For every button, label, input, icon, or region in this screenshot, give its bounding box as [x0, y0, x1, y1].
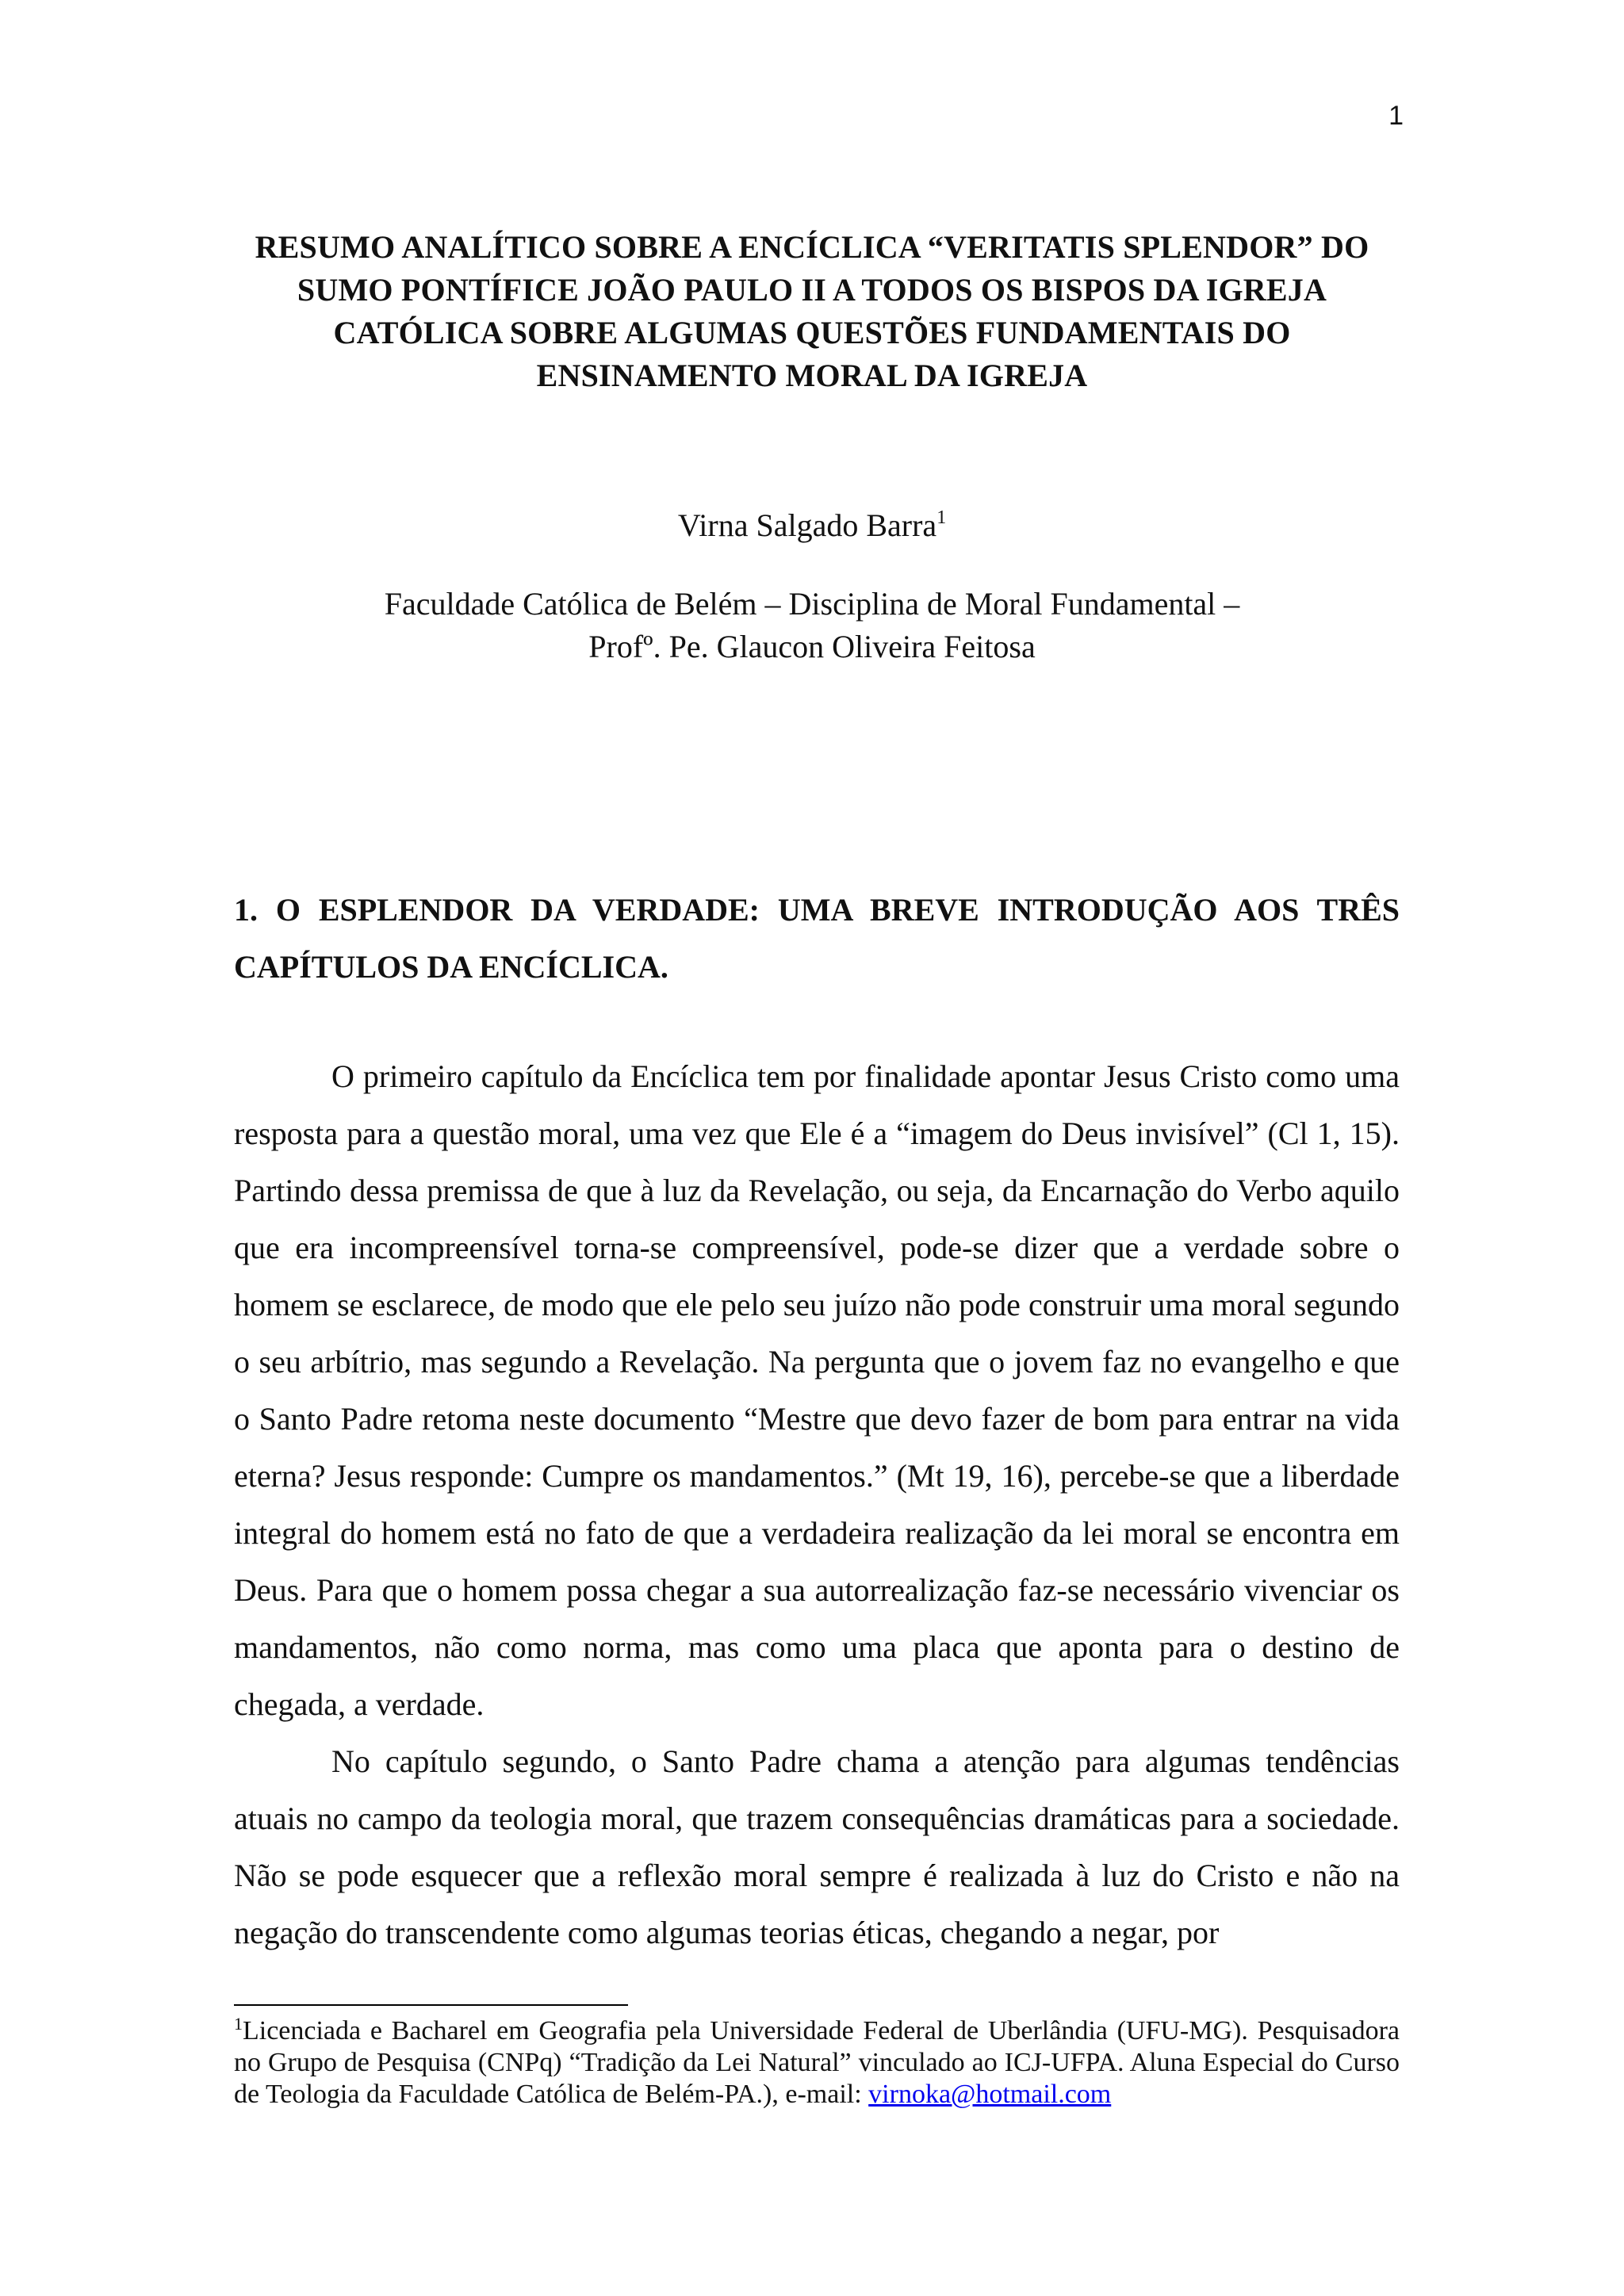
document-title [190, 226, 1434, 397]
footnote-marker: 1 [234, 2014, 243, 2034]
title-line: SUMO PONTÍFICE JOÃO PAULO II A TODOS OS BISPOS DA IGREJA [297, 272, 1327, 308]
paragraph-2: No capítulo segundo, o Santo Padre chama a atenção para algumas tendências atuais no campo da teologia moral, que trazem consequências dramáticas para a sociedade. Não se pode esquecer que a reflexão moral sempre é realizada à luz do Cristo e não na negação do transcendente como algumas teorias éticas, chegando a negar, por [234, 1743, 1400, 1950]
footnote-separator [234, 2004, 628, 2006]
page-number: 1 [1388, 101, 1404, 131]
section-heading: 1. O ESPLENDOR DA VERDADE: UMA BREVE INTRODUÇÃO AOS TRÊS CAPÍTULOS DA ENCÍCLICA. [234, 892, 1400, 985]
title-line: CATÓLICA SOBRE ALGUMAS QUESTÕES FUNDAMENTAIS DO [333, 315, 1291, 350]
author-name: Virna Salgado Barra [677, 507, 937, 543]
author-line [190, 506, 1434, 545]
affiliation [190, 583, 1434, 668]
affiliation-line-2: Profº. Pe. Glaucon Oliveira Feitosa [588, 629, 1036, 664]
title-line: RESUMO ANALÍTICO SOBRE A ENCÍCLICA “VERITATIS SPLENDOR” DO [255, 229, 1369, 265]
title-line: ENSINAMENTO MORAL DA IGREJA [536, 358, 1088, 393]
body-text [234, 1048, 1400, 1961]
paragraph-1: O primeiro capítulo da Encíclica tem por finalidade apontar Jesus Cristo como uma resposta para a questão moral, uma vez que Ele é a “imagem do Deus invisível” (Cl 1, 15). Partindo dessa premissa de que à luz da Revelação, ou seja, da Encarnação do Verbo aquilo que era incompreensível torna-se compreensível, pode-se dizer que a verdade sobre o homem se esclarece, de modo que ele pelo seu juízo não pode construir uma moral segundo o seu arbítrio, mas segundo a Revelação. Na pergunta que o jovem faz no evangelho e que o Santo Padre retoma neste documento “Mestre que devo fazer de bom para entrar na vida eterna? Jesus responde: Cumpre os mandamentos.” (Mt 19, 16), percebe-se que a liberdade integral do homem está no fato de que a verdadeira realização da lei moral se encontra em Deus. Para que o homem possa chegar a sua autorrealização faz-se necessário vivenciar os mandamentos, não como norma, mas como uma placa que aponta para o destino de chegada, a verdade. [234, 1058, 1400, 1722]
author-footnote-marker: 1 [936, 507, 947, 528]
footnote [234, 2015, 1400, 2110]
footnote-text: Licenciada e Bacharel em Geografia pela Universidade Federal de Uberlândia (UFU-MG). Pesquisadora no Grupo de Pesquisa (CNPq) “Tradição da Lei Natural” vinculado ao ICJ-UFPA. Aluna Especial do Curso de Teologia da Faculdade Católica de Belém-PA.), e-mail: [234, 2016, 1400, 2109]
affiliation-line-1: Faculdade Católica de Belém – Disciplina de Moral Fundamental – [384, 586, 1240, 622]
email-link[interactable]: virnoka@hotmail.com [868, 2080, 1112, 2109]
